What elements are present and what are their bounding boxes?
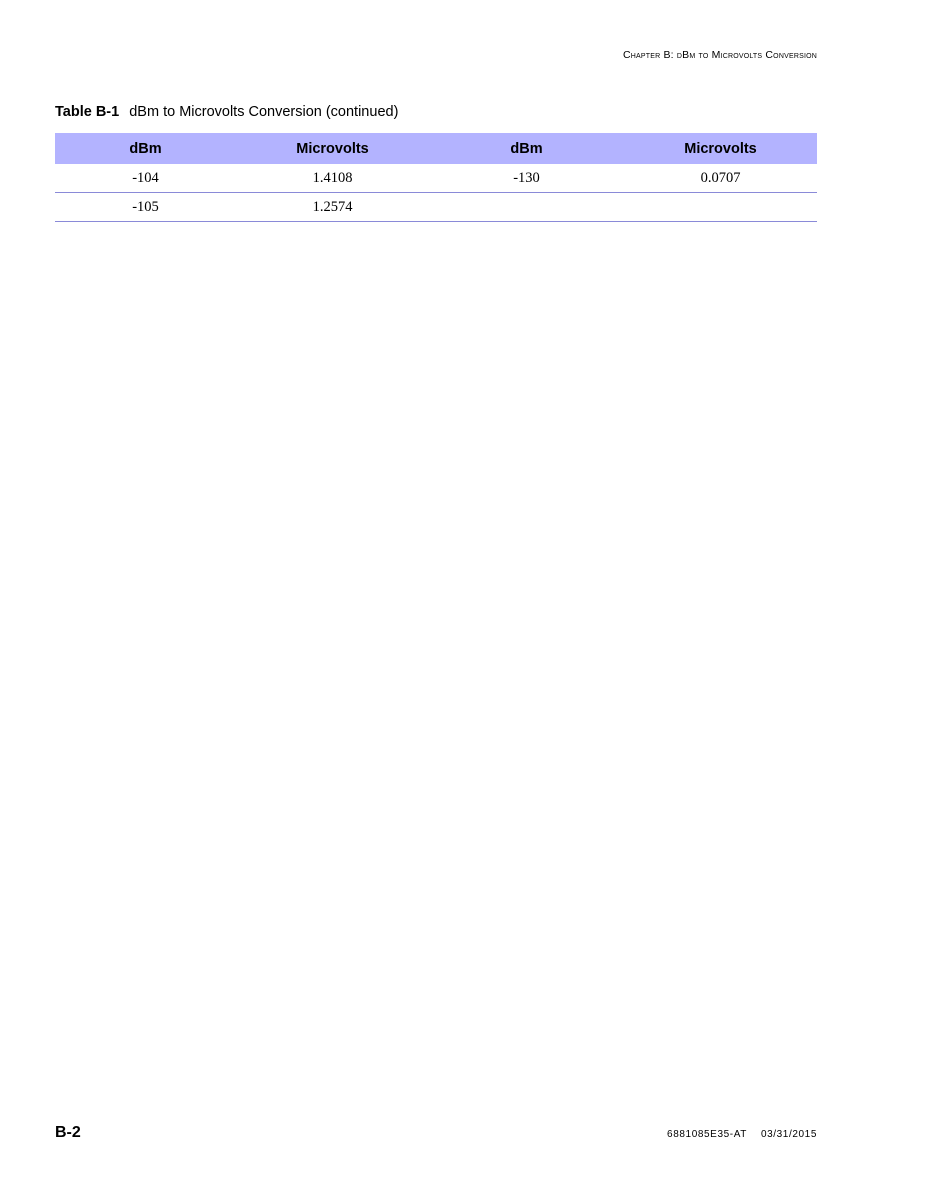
table-cell: -105 bbox=[55, 193, 236, 222]
table-cell bbox=[429, 193, 624, 222]
table-cell: 0.0707 bbox=[624, 164, 817, 193]
table-cell: 1.4108 bbox=[236, 164, 429, 193]
table-row bbox=[55, 193, 817, 222]
column-header-microvolts: Microvolts bbox=[624, 133, 817, 164]
page-number: B-2 bbox=[55, 1124, 81, 1141]
column-header-dbm: dBm bbox=[55, 133, 236, 164]
document-id bbox=[667, 1129, 817, 1140]
table-cell: 1.2574 bbox=[236, 193, 429, 222]
table-cell bbox=[624, 193, 817, 222]
table-caption-text: dBm to Microvolts Conversion (continued) bbox=[129, 104, 399, 120]
column-header-dbm: dBm bbox=[429, 133, 624, 164]
conversion-table bbox=[55, 133, 817, 222]
document-number: 6881085E35-AT bbox=[667, 1129, 747, 1140]
document-date: 03/31/2015 bbox=[760, 1129, 817, 1140]
table-header-row bbox=[55, 133, 817, 164]
table-row bbox=[55, 164, 817, 193]
table-cell: -104 bbox=[55, 164, 236, 193]
table-caption-label: Table B-1 bbox=[55, 104, 120, 120]
column-header-microvolts: Microvolts bbox=[236, 133, 429, 164]
running-header: Chapter B: dBm to Microvolts Conversion bbox=[622, 49, 817, 61]
table-caption bbox=[55, 104, 398, 120]
table-cell: -130 bbox=[429, 164, 624, 193]
